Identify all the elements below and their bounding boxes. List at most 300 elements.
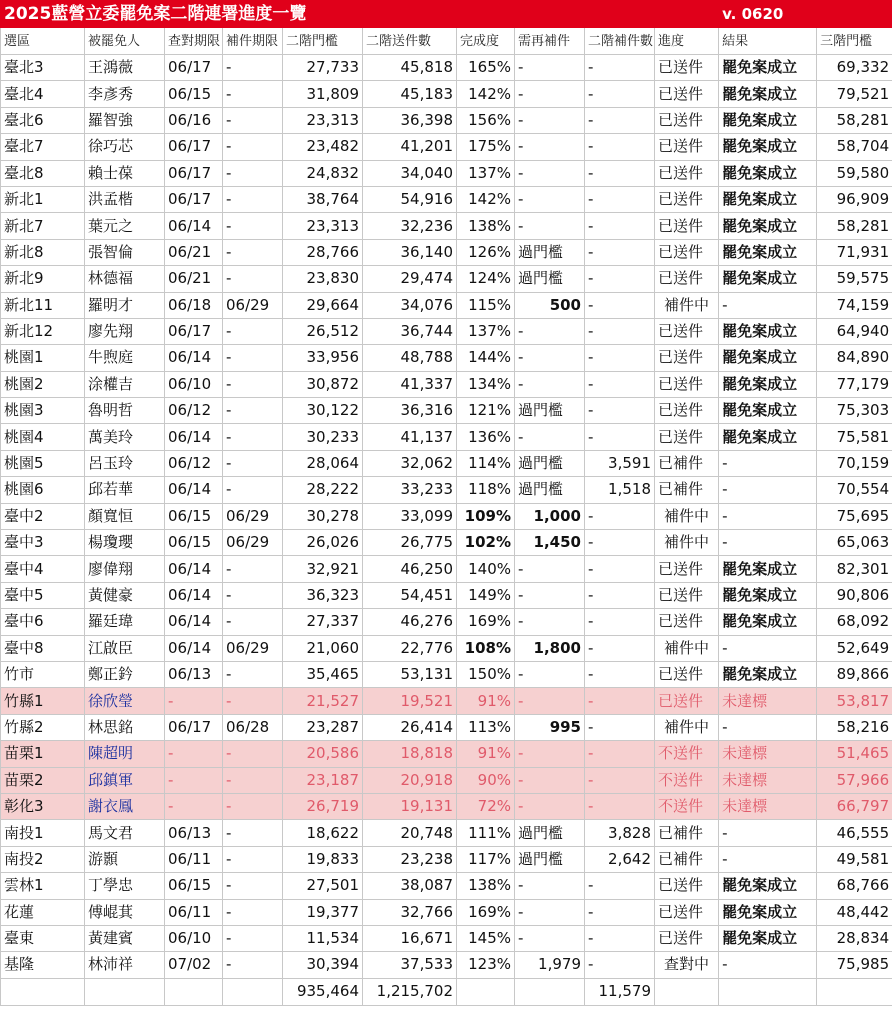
cell-submitted[interactable]: 29,474 <box>363 266 457 292</box>
cell-pct[interactable]: 108% <box>457 635 515 661</box>
cell-check-date[interactable]: 06/17 <box>165 134 223 160</box>
cell-district[interactable]: 臺中2 <box>1 503 85 529</box>
cell-check-date[interactable]: - <box>165 688 223 714</box>
cell-supp-count[interactable]: - <box>585 556 655 582</box>
cell-name[interactable]: 張智倫 <box>85 239 165 265</box>
cell-submitted[interactable]: 53,131 <box>363 661 457 687</box>
cell-check-date[interactable]: 06/13 <box>165 661 223 687</box>
cell-threshold[interactable]: 33,956 <box>283 345 363 371</box>
cell-threshold[interactable]: 23,313 <box>283 213 363 239</box>
cell-threshold[interactable]: 28,222 <box>283 477 363 503</box>
header-pct[interactable]: 完成度 <box>457 28 515 55</box>
cell-supp-date[interactable]: - <box>223 793 283 819</box>
cell-pct[interactable]: 137% <box>457 318 515 344</box>
cell-supp-date[interactable]: 06/29 <box>223 503 283 529</box>
cell-supp-count[interactable]: - <box>585 55 655 81</box>
cell-pct[interactable]: 72% <box>457 793 515 819</box>
cell-supp-date[interactable]: - <box>223 266 283 292</box>
cell-threshold[interactable]: 30,233 <box>283 424 363 450</box>
cell-need[interactable]: - <box>515 741 585 767</box>
cell-submitted[interactable]: 48,788 <box>363 345 457 371</box>
cell-supp-date[interactable]: - <box>223 345 283 371</box>
cell-district[interactable]: 臺東 <box>1 925 85 951</box>
cell-district[interactable]: 竹市 <box>1 661 85 687</box>
cell-need[interactable]: 1,450 <box>515 530 585 556</box>
cell-check-date[interactable]: 06/15 <box>165 873 223 899</box>
cell-supp-count[interactable]: - <box>585 767 655 793</box>
cell-threshold[interactable]: 30,872 <box>283 371 363 397</box>
cell-status[interactable]: 已送件 <box>655 345 719 371</box>
cell-check-date[interactable]: 06/11 <box>165 899 223 925</box>
cell-supp-count[interactable]: - <box>585 714 655 740</box>
cell-status[interactable]: 已送件 <box>655 398 719 424</box>
cell-threshold[interactable]: 30,394 <box>283 952 363 978</box>
cell-submitted[interactable]: 20,748 <box>363 820 457 846</box>
cell-name[interactable]: 呂玉玲 <box>85 450 165 476</box>
cell-need[interactable]: 1,979 <box>515 952 585 978</box>
cell-supp-date[interactable]: - <box>223 952 283 978</box>
cell-supp-count[interactable]: - <box>585 899 655 925</box>
cell-result[interactable]: 罷免案成立 <box>719 318 817 344</box>
cell-check-date[interactable]: - <box>165 793 223 819</box>
cell-pct[interactable]: 165% <box>457 55 515 81</box>
cell-result[interactable]: 罷免案成立 <box>719 899 817 925</box>
header-check-date[interactable]: 查對期限 <box>165 28 223 55</box>
cell-supp-count[interactable]: - <box>585 371 655 397</box>
cell-status[interactable]: 已送件 <box>655 186 719 212</box>
cell-status[interactable]: 已送件 <box>655 55 719 81</box>
cell-result[interactable]: 罷免案成立 <box>719 609 817 635</box>
cell-status[interactable]: 已送件 <box>655 688 719 714</box>
cell-district[interactable]: 新北11 <box>1 292 85 318</box>
cell-supp-date[interactable]: - <box>223 213 283 239</box>
cell-name[interactable]: 王鴻薇 <box>85 55 165 81</box>
cell-status[interactable]: 補件中 <box>655 530 719 556</box>
cell-result[interactable]: 罷免案成立 <box>719 582 817 608</box>
cell-supp-count[interactable]: 1,518 <box>585 477 655 503</box>
cell-third[interactable]: 28,834 <box>817 925 892 951</box>
cell-third[interactable]: 70,159 <box>817 450 892 476</box>
cell-check-date[interactable]: 06/17 <box>165 318 223 344</box>
cell-name[interactable]: 傅崐萁 <box>85 899 165 925</box>
cell-third[interactable]: 82,301 <box>817 556 892 582</box>
cell-third[interactable]: 58,216 <box>817 714 892 740</box>
cell-need[interactable]: - <box>515 55 585 81</box>
cell-name[interactable]: 林思銘 <box>85 714 165 740</box>
cell-supp-count[interactable]: - <box>585 688 655 714</box>
cell-result[interactable]: 罷免案成立 <box>719 160 817 186</box>
cell-result[interactable]: 罷免案成立 <box>719 107 817 133</box>
cell-submitted[interactable]: 22,776 <box>363 635 457 661</box>
cell-supp-date[interactable]: - <box>223 925 283 951</box>
cell-district[interactable]: 新北1 <box>1 186 85 212</box>
cell-name[interactable]: 廖偉翔 <box>85 556 165 582</box>
total-cell-blank[interactable] <box>515 978 585 1005</box>
cell-third[interactable]: 77,179 <box>817 371 892 397</box>
cell-supp-date[interactable]: - <box>223 661 283 687</box>
cell-name[interactable]: 黃建賓 <box>85 925 165 951</box>
total-cell-blank[interactable] <box>655 978 719 1005</box>
cell-pct[interactable]: 121% <box>457 398 515 424</box>
cell-submitted[interactable]: 34,076 <box>363 292 457 318</box>
header-district[interactable]: 選區 <box>1 28 85 55</box>
cell-third[interactable]: 75,695 <box>817 503 892 529</box>
cell-supp-date[interactable]: - <box>223 688 283 714</box>
cell-name[interactable]: 羅廷瑋 <box>85 609 165 635</box>
cell-supp-date[interactable]: - <box>223 186 283 212</box>
cell-name[interactable]: 魯明哲 <box>85 398 165 424</box>
cell-status[interactable]: 已送件 <box>655 81 719 107</box>
cell-submitted[interactable]: 38,087 <box>363 873 457 899</box>
cell-status[interactable]: 補件中 <box>655 714 719 740</box>
cell-supp-count[interactable]: 3,591 <box>585 450 655 476</box>
cell-district[interactable]: 苗栗1 <box>1 741 85 767</box>
cell-status[interactable]: 不送件 <box>655 793 719 819</box>
cell-pct[interactable]: 169% <box>457 899 515 925</box>
cell-check-date[interactable]: 06/14 <box>165 213 223 239</box>
cell-pct[interactable]: 145% <box>457 925 515 951</box>
cell-name[interactable]: 林德福 <box>85 266 165 292</box>
cell-district[interactable]: 臺中4 <box>1 556 85 582</box>
cell-submitted[interactable]: 41,201 <box>363 134 457 160</box>
cell-need[interactable]: - <box>515 873 585 899</box>
cell-threshold[interactable]: 20,586 <box>283 741 363 767</box>
cell-threshold[interactable]: 28,766 <box>283 239 363 265</box>
cell-threshold[interactable]: 23,187 <box>283 767 363 793</box>
cell-submitted[interactable]: 19,521 <box>363 688 457 714</box>
cell-supp-count[interactable]: - <box>585 925 655 951</box>
cell-status[interactable]: 已送件 <box>655 160 719 186</box>
cell-status[interactable]: 已送件 <box>655 371 719 397</box>
cell-supp-date[interactable]: 06/29 <box>223 530 283 556</box>
cell-threshold[interactable]: 21,060 <box>283 635 363 661</box>
cell-result[interactable]: - <box>719 292 817 318</box>
cell-check-date[interactable]: 06/15 <box>165 530 223 556</box>
cell-threshold[interactable]: 23,482 <box>283 134 363 160</box>
cell-status[interactable]: 已補件 <box>655 820 719 846</box>
cell-name[interactable]: 邱若華 <box>85 477 165 503</box>
cell-district[interactable]: 新北8 <box>1 239 85 265</box>
cell-need[interactable]: - <box>515 688 585 714</box>
cell-result[interactable]: 罷免案成立 <box>719 556 817 582</box>
cell-supp-count[interactable]: - <box>585 635 655 661</box>
cell-supp-count[interactable]: - <box>585 81 655 107</box>
cell-pct[interactable]: 126% <box>457 239 515 265</box>
cell-result[interactable]: 未達標 <box>719 767 817 793</box>
cell-result[interactable]: 罷免案成立 <box>719 266 817 292</box>
cell-check-date[interactable]: 06/17 <box>165 160 223 186</box>
cell-submitted[interactable]: 26,775 <box>363 530 457 556</box>
cell-submitted[interactable]: 23,238 <box>363 846 457 872</box>
cell-pct[interactable]: 142% <box>457 186 515 212</box>
cell-third[interactable]: 90,806 <box>817 582 892 608</box>
cell-district[interactable]: 新北9 <box>1 266 85 292</box>
cell-threshold[interactable]: 26,512 <box>283 318 363 344</box>
cell-name[interactable]: 鄭正鈐 <box>85 661 165 687</box>
cell-third[interactable]: 70,554 <box>817 477 892 503</box>
cell-supp-count[interactable]: - <box>585 424 655 450</box>
cell-district[interactable]: 苗栗2 <box>1 767 85 793</box>
cell-submitted[interactable]: 32,766 <box>363 899 457 925</box>
cell-supp-count[interactable]: - <box>585 582 655 608</box>
cell-threshold[interactable]: 38,764 <box>283 186 363 212</box>
cell-check-date[interactable]: 06/14 <box>165 582 223 608</box>
cell-result[interactable]: - <box>719 530 817 556</box>
cell-status[interactable]: 查對中 <box>655 952 719 978</box>
cell-pct[interactable]: 169% <box>457 609 515 635</box>
cell-pct[interactable]: 138% <box>457 213 515 239</box>
cell-name[interactable]: 萬美玲 <box>85 424 165 450</box>
cell-threshold[interactable]: 32,921 <box>283 556 363 582</box>
cell-result[interactable]: - <box>719 503 817 529</box>
cell-district[interactable]: 臺北8 <box>1 160 85 186</box>
cell-status[interactable]: 已送件 <box>655 213 719 239</box>
cell-name[interactable]: 林沛祥 <box>85 952 165 978</box>
header-threshold[interactable]: 二階門檻 <box>283 28 363 55</box>
cell-result[interactable]: 罷免案成立 <box>719 424 817 450</box>
cell-name[interactable]: 謝衣鳳 <box>85 793 165 819</box>
cell-third[interactable]: 89,866 <box>817 661 892 687</box>
cell-submitted[interactable]: 36,316 <box>363 398 457 424</box>
cell-pct[interactable]: 138% <box>457 873 515 899</box>
cell-third[interactable]: 58,281 <box>817 213 892 239</box>
cell-supp-count[interactable]: - <box>585 952 655 978</box>
cell-threshold[interactable]: 26,719 <box>283 793 363 819</box>
cell-third[interactable]: 59,580 <box>817 160 892 186</box>
cell-threshold[interactable]: 26,026 <box>283 530 363 556</box>
cell-district[interactable]: 桃園5 <box>1 450 85 476</box>
cell-supp-date[interactable]: 06/28 <box>223 714 283 740</box>
cell-district[interactable]: 桃園4 <box>1 424 85 450</box>
cell-name[interactable]: 顏寬恒 <box>85 503 165 529</box>
header-name[interactable]: 被罷免人 <box>85 28 165 55</box>
cell-name[interactable]: 黃健豪 <box>85 582 165 608</box>
cell-name[interactable]: 羅明才 <box>85 292 165 318</box>
cell-supp-count[interactable]: - <box>585 398 655 424</box>
cell-pct[interactable]: 109% <box>457 503 515 529</box>
cell-district[interactable]: 臺北4 <box>1 81 85 107</box>
cell-submitted[interactable]: 45,183 <box>363 81 457 107</box>
cell-supp-date[interactable]: - <box>223 582 283 608</box>
cell-third[interactable]: 66,797 <box>817 793 892 819</box>
cell-name[interactable]: 賴士葆 <box>85 160 165 186</box>
cell-supp-date[interactable]: - <box>223 899 283 925</box>
cell-need[interactable]: 1,800 <box>515 635 585 661</box>
total-cell-blank[interactable] <box>457 978 515 1005</box>
cell-need[interactable]: 過門檻 <box>515 398 585 424</box>
cell-status[interactable]: 已補件 <box>655 450 719 476</box>
cell-threshold[interactable]: 27,337 <box>283 609 363 635</box>
cell-pct[interactable]: 144% <box>457 345 515 371</box>
cell-pct[interactable]: 140% <box>457 556 515 582</box>
cell-supp-count[interactable]: 2,642 <box>585 846 655 872</box>
cell-third[interactable]: 52,649 <box>817 635 892 661</box>
cell-result[interactable]: 罷免案成立 <box>719 81 817 107</box>
cell-supp-count[interactable]: - <box>585 292 655 318</box>
header-status[interactable]: 進度 <box>655 28 719 55</box>
cell-supp-date[interactable]: - <box>223 398 283 424</box>
cell-third[interactable]: 64,940 <box>817 318 892 344</box>
cell-submitted[interactable]: 20,918 <box>363 767 457 793</box>
cell-submitted[interactable]: 36,744 <box>363 318 457 344</box>
cell-status[interactable]: 補件中 <box>655 503 719 529</box>
cell-status[interactable]: 已送件 <box>655 609 719 635</box>
cell-result[interactable]: 罷免案成立 <box>719 345 817 371</box>
cell-submitted[interactable]: 32,236 <box>363 213 457 239</box>
cell-third[interactable]: 74,159 <box>817 292 892 318</box>
cell-supp-count[interactable]: - <box>585 873 655 899</box>
total-cell-blank[interactable] <box>719 978 817 1005</box>
cell-pct[interactable]: 118% <box>457 477 515 503</box>
cell-threshold[interactable]: 36,323 <box>283 582 363 608</box>
cell-need[interactable]: - <box>515 609 585 635</box>
cell-pct[interactable]: 102% <box>457 530 515 556</box>
cell-check-date[interactable]: 06/16 <box>165 107 223 133</box>
cell-supp-count[interactable]: - <box>585 530 655 556</box>
cell-need[interactable]: - <box>515 661 585 687</box>
cell-third[interactable]: 68,766 <box>817 873 892 899</box>
cell-third[interactable]: 68,092 <box>817 609 892 635</box>
cell-submitted[interactable]: 34,040 <box>363 160 457 186</box>
cell-district[interactable]: 基隆 <box>1 952 85 978</box>
cell-status[interactable]: 已送件 <box>655 661 719 687</box>
cell-check-date[interactable]: 06/17 <box>165 714 223 740</box>
cell-district[interactable]: 臺北3 <box>1 55 85 81</box>
cell-result[interactable]: 未達標 <box>719 688 817 714</box>
header-submitted[interactable]: 二階送件數 <box>363 28 457 55</box>
cell-result[interactable]: 罷免案成立 <box>719 371 817 397</box>
cell-result[interactable]: 罷免案成立 <box>719 186 817 212</box>
cell-check-date[interactable]: 06/17 <box>165 186 223 212</box>
cell-third[interactable]: 69,332 <box>817 55 892 81</box>
cell-status[interactable]: 已補件 <box>655 477 719 503</box>
cell-need[interactable]: 過門檻 <box>515 820 585 846</box>
cell-supp-date[interactable]: - <box>223 846 283 872</box>
cell-submitted[interactable]: 54,916 <box>363 186 457 212</box>
cell-result[interactable]: 罷免案成立 <box>719 134 817 160</box>
cell-name[interactable]: 陳超明 <box>85 741 165 767</box>
cell-check-date[interactable]: 06/18 <box>165 292 223 318</box>
cell-district[interactable]: 桃園2 <box>1 371 85 397</box>
cell-submitted[interactable]: 32,062 <box>363 450 457 476</box>
cell-need[interactable]: - <box>515 107 585 133</box>
cell-pct[interactable]: 142% <box>457 81 515 107</box>
cell-need[interactable]: - <box>515 345 585 371</box>
cell-need[interactable]: - <box>515 371 585 397</box>
cell-third[interactable]: 48,442 <box>817 899 892 925</box>
cell-supp-count[interactable]: - <box>585 213 655 239</box>
cell-supp-count[interactable]: - <box>585 239 655 265</box>
cell-need[interactable]: - <box>515 160 585 186</box>
cell-supp-date[interactable]: - <box>223 873 283 899</box>
cell-need[interactable]: - <box>515 186 585 212</box>
cell-third[interactable]: 75,581 <box>817 424 892 450</box>
cell-need[interactable]: - <box>515 134 585 160</box>
cell-name[interactable]: 江啟臣 <box>85 635 165 661</box>
cell-supp-count[interactable]: - <box>585 793 655 819</box>
cell-third[interactable]: 51,465 <box>817 741 892 767</box>
cell-district[interactable]: 臺中5 <box>1 582 85 608</box>
cell-district[interactable]: 臺中8 <box>1 635 85 661</box>
cell-result[interactable]: 罷免案成立 <box>719 213 817 239</box>
cell-submitted[interactable]: 41,337 <box>363 371 457 397</box>
cell-submitted[interactable]: 18,818 <box>363 741 457 767</box>
cell-third[interactable]: 71,931 <box>817 239 892 265</box>
cell-third[interactable]: 79,521 <box>817 81 892 107</box>
cell-supp-count[interactable]: - <box>585 609 655 635</box>
cell-submitted[interactable]: 19,131 <box>363 793 457 819</box>
cell-status[interactable]: 已送件 <box>655 239 719 265</box>
cell-district[interactable]: 桃園3 <box>1 398 85 424</box>
cell-district[interactable]: 竹縣1 <box>1 688 85 714</box>
cell-status[interactable]: 已送件 <box>655 424 719 450</box>
cell-district[interactable]: 臺北6 <box>1 107 85 133</box>
cell-need[interactable]: 500 <box>515 292 585 318</box>
cell-pct[interactable]: 150% <box>457 661 515 687</box>
cell-third[interactable]: 59,575 <box>817 266 892 292</box>
cell-third[interactable]: 49,581 <box>817 846 892 872</box>
cell-supp-date[interactable]: - <box>223 609 283 635</box>
cell-pct[interactable]: 137% <box>457 160 515 186</box>
cell-status[interactable]: 已送件 <box>655 556 719 582</box>
cell-pct[interactable]: 156% <box>457 107 515 133</box>
cell-name[interactable]: 邱鎮軍 <box>85 767 165 793</box>
cell-need[interactable]: 過門檻 <box>515 266 585 292</box>
header-result[interactable]: 結果 <box>719 28 817 55</box>
cell-need[interactable]: - <box>515 925 585 951</box>
cell-need[interactable]: 過門檻 <box>515 846 585 872</box>
cell-district[interactable]: 臺北7 <box>1 134 85 160</box>
cell-district[interactable]: 南投1 <box>1 820 85 846</box>
cell-name[interactable]: 馬文君 <box>85 820 165 846</box>
cell-need[interactable]: - <box>515 424 585 450</box>
cell-submitted[interactable]: 37,533 <box>363 952 457 978</box>
cell-supp-count[interactable]: - <box>585 160 655 186</box>
cell-pct[interactable]: 124% <box>457 266 515 292</box>
cell-submitted[interactable]: 33,233 <box>363 477 457 503</box>
cell-third[interactable]: 58,281 <box>817 107 892 133</box>
cell-name[interactable]: 涂權吉 <box>85 371 165 397</box>
cell-status[interactable]: 已送件 <box>655 134 719 160</box>
cell-need[interactable]: - <box>515 582 585 608</box>
cell-name[interactable]: 廖先翔 <box>85 318 165 344</box>
total-cell-blank[interactable] <box>85 978 165 1005</box>
cell-supp-date[interactable]: - <box>223 107 283 133</box>
cell-status[interactable]: 補件中 <box>655 635 719 661</box>
total-submitted[interactable]: 1,215,702 <box>363 978 457 1005</box>
cell-check-date[interactable]: 06/15 <box>165 503 223 529</box>
cell-status[interactable]: 不送件 <box>655 767 719 793</box>
total-cell-blank[interactable] <box>165 978 223 1005</box>
cell-status[interactable]: 補件中 <box>655 292 719 318</box>
cell-need[interactable]: - <box>515 556 585 582</box>
cell-third[interactable]: 75,303 <box>817 398 892 424</box>
cell-pct[interactable]: 134% <box>457 371 515 397</box>
cell-threshold[interactable]: 18,622 <box>283 820 363 846</box>
cell-supp-date[interactable]: 06/29 <box>223 635 283 661</box>
cell-supp-date[interactable]: - <box>223 239 283 265</box>
cell-name[interactable]: 楊瓊瓔 <box>85 530 165 556</box>
cell-threshold[interactable]: 23,313 <box>283 107 363 133</box>
cell-name[interactable]: 丁學忠 <box>85 873 165 899</box>
cell-third[interactable]: 65,063 <box>817 530 892 556</box>
cell-supp-count[interactable]: - <box>585 318 655 344</box>
cell-need[interactable]: - <box>515 767 585 793</box>
total-threshold[interactable]: 935,464 <box>283 978 363 1005</box>
cell-need[interactable]: - <box>515 213 585 239</box>
cell-supp-date[interactable]: - <box>223 371 283 397</box>
cell-submitted[interactable]: 36,140 <box>363 239 457 265</box>
